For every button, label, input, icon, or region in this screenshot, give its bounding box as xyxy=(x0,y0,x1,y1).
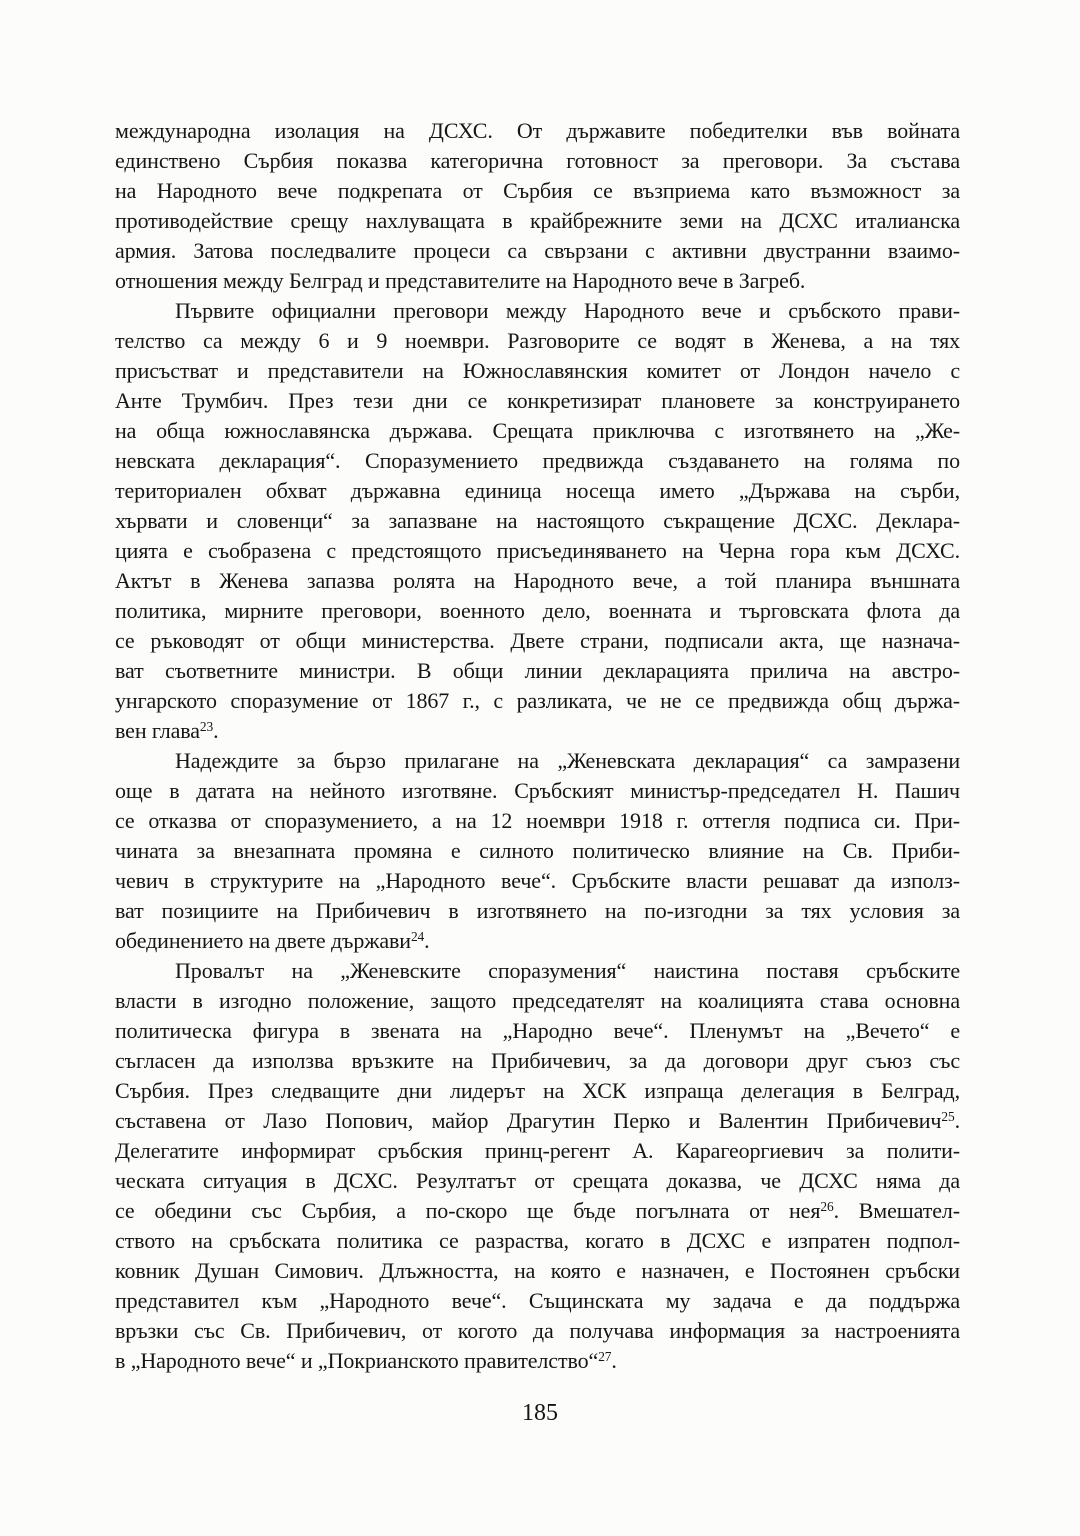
text-line: ческата ситуация в ДСХС. Резултатът от срещата доказва, че ДСХС няма да xyxy=(115,1168,960,1193)
text-line: Анте Трумбич. През тези дни се конкретизират плановете за конструирането xyxy=(115,388,960,413)
text-line: Актът в Женева запазва ролята на Народното вече, а той планира външната xyxy=(115,568,960,593)
page-text-block xyxy=(115,116,960,1376)
text-line: единствено Сърбия показва категорична готовност за преговори. За състава xyxy=(115,148,960,173)
text-line: се ръководят от общи министерства. Двете страни, подписали акта, ще назнача- xyxy=(115,628,960,653)
text-line: ват позициите на Прибичевич в изготвянето на по-изгодни за тях условия за xyxy=(115,898,960,923)
text-line: армия. Затова последвалите процеси са свързани с активни двустранни взаимо- xyxy=(115,238,960,263)
text-line: териториален обхват държавна единица носеща името „Държава на сърби, xyxy=(115,478,960,503)
text-line: ват съответните министри. В общи линии декларацията прилича на австро- xyxy=(115,658,960,683)
text-line: ковник Душан Симович. Длъжността, на която е назначен, е Постоянен сръбски xyxy=(115,1258,960,1283)
text-line: Делегатите информират сръбския принц-регент А. Карагеоргиевич за полити- xyxy=(115,1138,960,1163)
text-line: на Народното вече подкрепата от Сърбия се възприема като възможност за xyxy=(115,178,960,203)
text-line: невската декларация“. Споразумението предвижда създаването на голяма по xyxy=(115,448,960,473)
text-line: се обедини със Сърбия, а по-скоро ще бъде погълната от нея$^{26}$. Вмешател- xyxy=(115,1198,960,1223)
text-line: вен глава$^{23}$. xyxy=(115,718,219,743)
text-line: цията е съобразена с предстоящото присъединяването на Черна гора към ДСХС. xyxy=(115,538,960,563)
footnote-ref: 26 xyxy=(820,1198,834,1214)
text-line: представител към „Народното вече“. Същинската му задача е да поддържа xyxy=(115,1288,960,1313)
text-line: в „Народното вече“ и „Покрианското правителство“$^{27}$. xyxy=(115,1348,617,1373)
text-line: ството на сръбската политика се разраства, когато в ДСХС е изпратен подпол- xyxy=(115,1228,960,1253)
text-line: противодействие срещу нахлуващата в крайбрежните земи на ДСХС италианска xyxy=(115,208,960,233)
text-line: Надеждите за бързо прилагане на „Женевската декларация“ са замразени xyxy=(175,748,960,773)
text-line: телство са между 6 и 9 ноември. Разговорите се водят в Женева, а на тях xyxy=(115,328,960,353)
text-line: на обща южнославянска държава. Срещата приключва с изготвянето на „Же- xyxy=(115,418,960,443)
footnote-ref: 24 xyxy=(410,928,425,944)
page-number: 185 xyxy=(522,1400,558,1426)
text-line: отношения между Белград и представителите на Народното вече в Загреб. xyxy=(115,268,806,293)
text-line: се отказва от споразумението, а на 12 ноември 1918 г. оттегля подписа си. При- xyxy=(115,808,960,833)
text-line: Първите официални преговори между Народното вече и сръбското прави- xyxy=(175,298,960,323)
text-line: Сърбия. През следващите дни лидерът на ХСК изпраща делегация в Белград, xyxy=(115,1078,960,1103)
footnote-ref: 27 xyxy=(598,1348,612,1364)
text-line: обединението на двете държави$^{24}$. xyxy=(115,928,430,953)
text-line: съставена от Лазо Попович, майор Драгутин Перко и Валентин Прибичевич$^{25}$. xyxy=(115,1108,960,1133)
text-line: още в датата на нейното изготвяне. Сръбският министър-председател Н. Пашич xyxy=(115,778,960,803)
footnote-ref: 25 xyxy=(941,1108,955,1124)
footnote-ref: 23 xyxy=(199,718,214,734)
text-line: политическа фигура в звената на „Народно вече“. Пленумът на „Вечето“ е xyxy=(115,1018,960,1043)
text-line: присъстват и представители на Южнославянския комитет от Лондон начело с xyxy=(115,358,960,383)
text-line: власти в изгодно положение, защото председателят на коалицията става основна xyxy=(115,988,960,1013)
text-line: връзки със Св. Прибичевич, от когото да получава информация за настроенията xyxy=(115,1318,960,1343)
text-line: чината за внезапната промяна е силното политическо влияние на Св. Приби- xyxy=(115,838,960,863)
text-line: Провалът на „Женевските споразумения“ наистина поставя сръбските xyxy=(175,958,960,983)
text-line: съгласен да използва връзките на Прибичевич, за да договори друг съюз със xyxy=(115,1048,960,1073)
text-line: унгарското споразумение от 1867 г., с разликата, че не се предвижда общ държа- xyxy=(115,688,960,713)
text-line: международна изолация на ДСХС. От държавите победителки във войната xyxy=(115,118,960,143)
text-line: чевич в структурите на „Народното вече“. Сръбските власти решават да използ- xyxy=(115,868,960,893)
text-line: политика, мирните преговори, военното дело, военната и търговската флота да xyxy=(115,598,960,623)
text-line: хървати и словенци“ за запазване на настоящото съкращение ДСХС. Деклара- xyxy=(115,508,960,533)
